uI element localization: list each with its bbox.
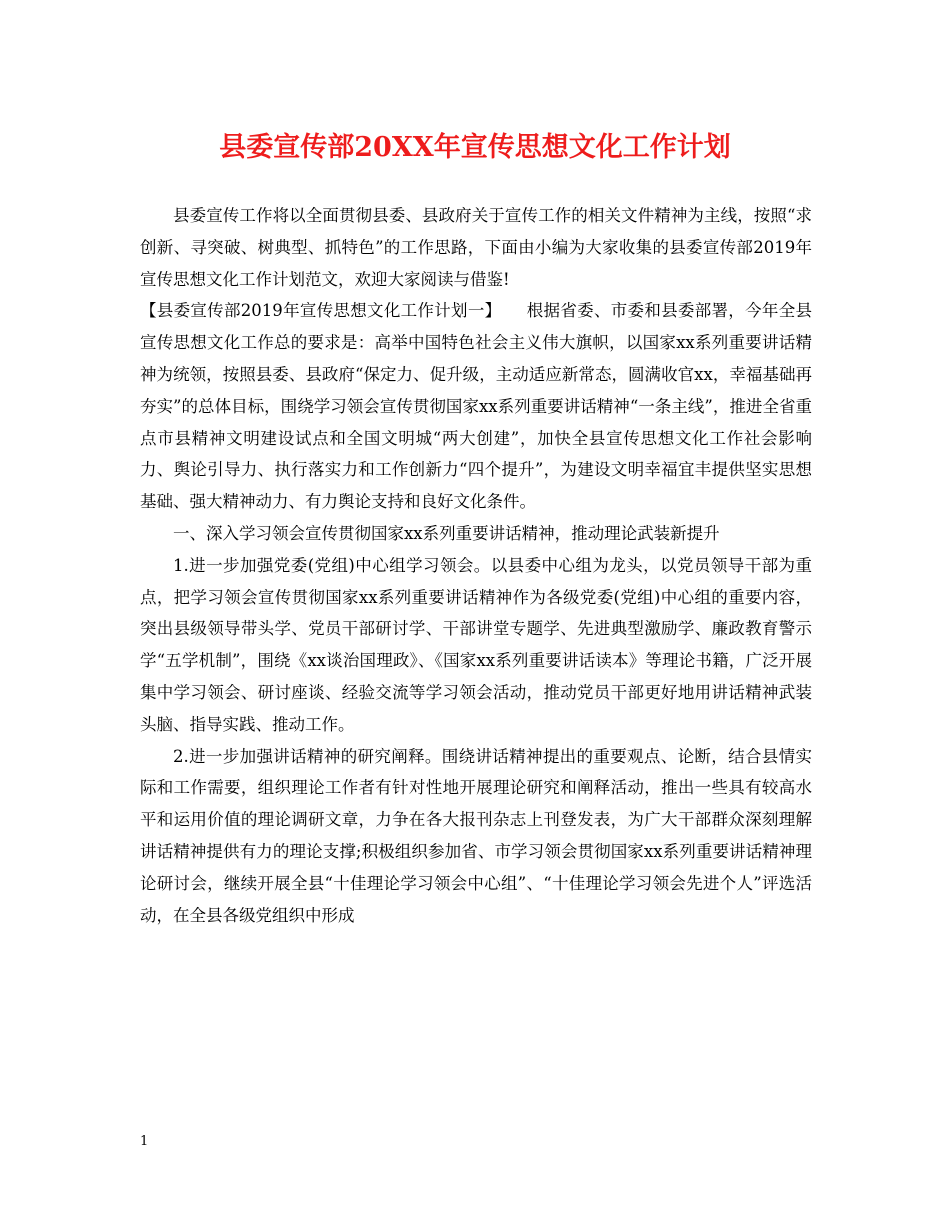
paragraph-item-two: 2.进一步加强讲话精神的研究阐释。围绕讲话精神提出的重要观点、论断，结合县情实际和工作需要，组织理论工作者有针对性地开展理论研究和阐释活动，推出一些具有较高水平和运用价值的理论调研文章，力争在各大报刊杂志上刊登发表，为广大干部群众深刻理解讲话精神提供有力的理论支撑;积极组织参加省、市学习领会贯彻国家xx系列重要讲话精神理论研讨会，继续开展全县“十佳理论学习领会中心组”、“十佳理论学习领会先进个人”评选活动，在全县各级党组织中形成 (140, 746, 812, 925)
page-number: 1 (140, 1134, 149, 1149)
paragraph-plan-one: 【县委宣传部2019年宣传思想文化工作计划一】 根据省委、市委和县委部署，今年全县宣传思想文化工作总的要求是：高举中国特色社会主义伟大旗帜，以国家xx系列重要讲话精神为统领，按照县委、县政府“保定力、促升级，主动适应新常态，圆满收官xx，幸福基础再夯实”的总体目标，围绕学习领会宣传贯彻国家xx系列重要讲话精神“一条主线”，推进全省重点市县精神文明建设试点和全国文明城“两大创建”，加快全县宣传思想文化工作社会影响力、舆论引导力、执行落实力和工作创新力“四个提升”，为建设文明幸福宜丰提供坚实思想基础、强大精神动力、有力舆论支持和良好文化条件。 (140, 301, 812, 512)
paragraph-intro: 县委宣传工作将以全面贯彻县委、县政府关于宣传工作的相关文件精神为主线，按照“求创新、寻突破、树典型、抓特色”的工作思路，下面由小编为大家收集的县委宣传部2019年宣传思想文化工作计划范文，欢迎大家阅读与借鉴! (140, 206, 812, 289)
paragraph-item-one: 1.进一步加强党委(党组)中心组学习领会。以县委中心组为龙头，以党员领导干部为重点，把学习领会宣传贯彻国家xx系列重要讲话精神作为各级党委(党组)中心组的重要内容，突出县级领导带头学、党员干部研讨学、干部讲堂专题学、先进典型激励学、廉政教育警示学“五学机制”，围绕《xx谈治国理政》、《国家xx系列重要讲话读本》等理论书籍，广泛开展集中学习领会、研讨座谈、经验交流等学习领会活动，推动党员干部更好地用讲话精神武装头脑、指导实践、推动工作。 (140, 555, 812, 734)
section-heading-one: 一、深入学习领会宣传贯彻国家xx系列重要讲话精神，推动理论武装新提升 (173, 523, 720, 543)
document-title: 县委宣传部20XX年宣传思想文化工作计划 (219, 132, 731, 163)
document-body (140, 200, 812, 931)
